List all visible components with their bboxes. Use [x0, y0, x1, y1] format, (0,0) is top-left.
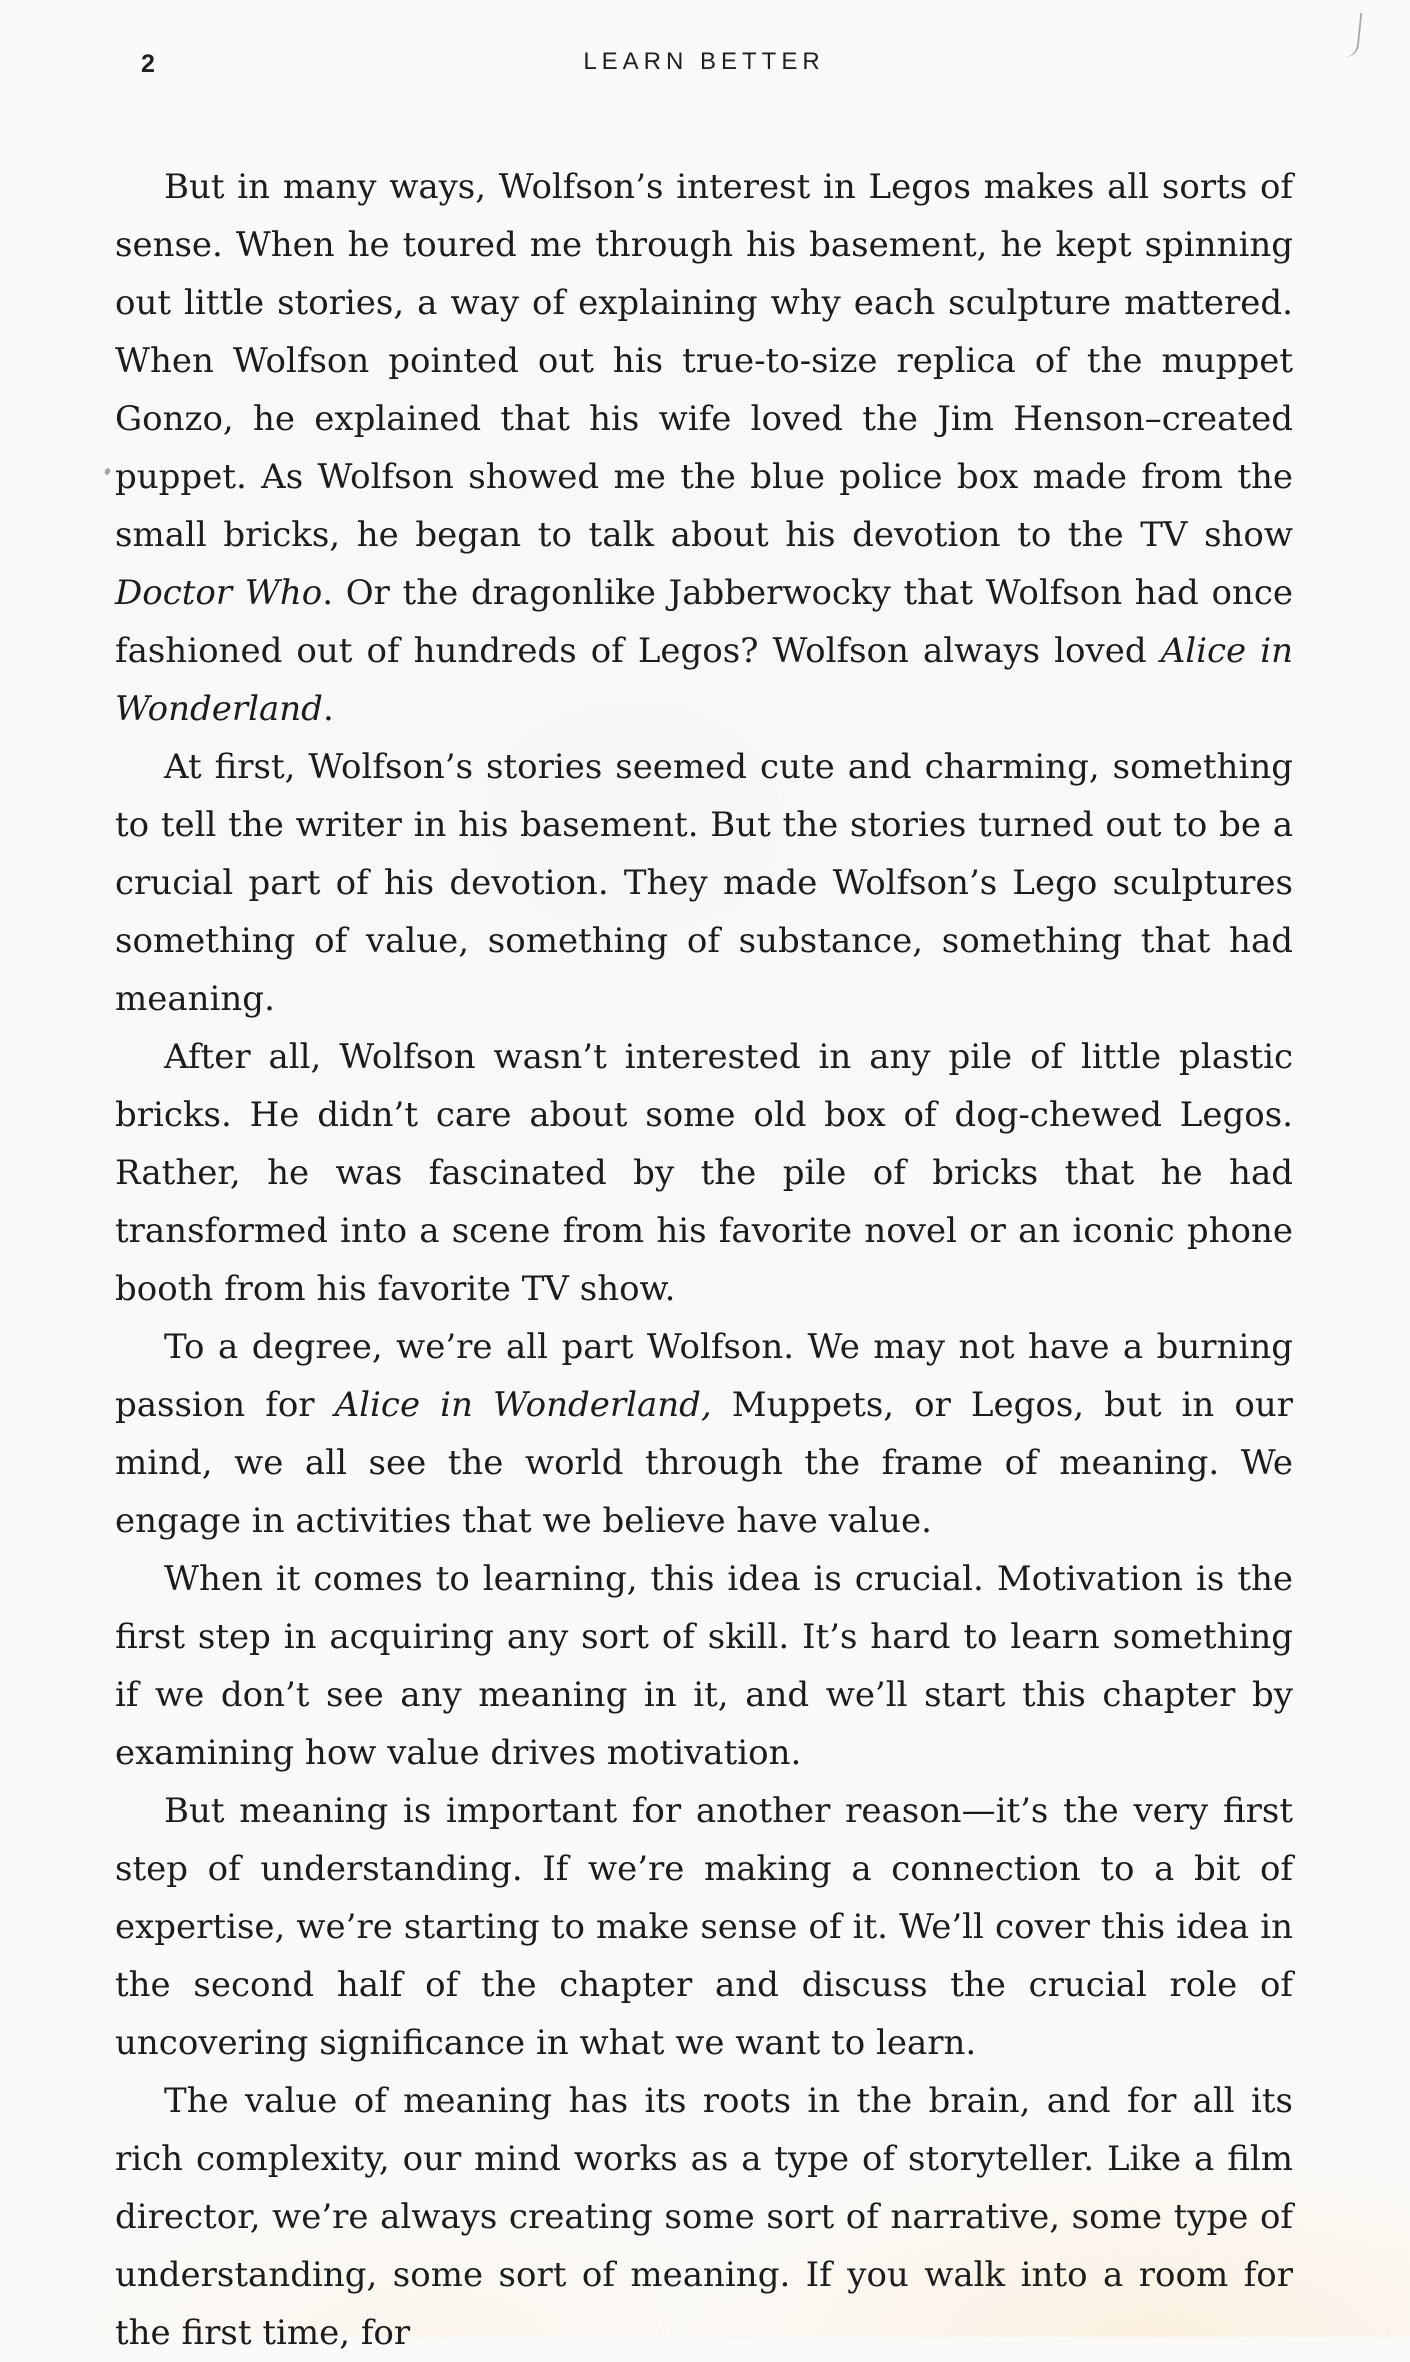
body-run: When it comes to learning, this idea is crucial. Motivation is the first step in acquiring any sort of skill. It’s hard to learn something if we don’t see any meaning in it, and we’ll start this chapter by examining how value drives motivation.: [115, 1559, 1293, 1773]
paragraph: [115, 1550, 1293, 1782]
body-run: But meaning is important for another reason—it’s the very first step of understanding. If we’re making a connection to a bit of expertise, we’re starting to make sense of it. We’ll cover this idea in the second half of the chapter and discuss the crucial role of uncovering significance in what we want to learn.: [115, 1791, 1293, 2063]
body-text: [115, 158, 1293, 2362]
body-run: At first, Wolfson’s stories seemed cute and charming, something to tell the writer in his basement. But the stories turned out to be a crucial part of his devotion. They made Wolfson’s Lego sculptures something of value, something of substance, something that had meaning.: [115, 747, 1293, 1019]
body-run: After all, Wolfson wasn’t interested in any pile of little plastic bricks. He didn’t care about some old box of dog-chewed Legos. Rather, he was fascinated by the pile of bricks that he had transformed into a scene from his favorite novel or an iconic phone booth from his favorite TV show.: [115, 1037, 1293, 1309]
body-run: Muppets, or Legos, but in our mind, we all see the world through the frame of meaning. We engage in activities that we believe have value.: [115, 1385, 1293, 1541]
italic-text: Doctor Who: [115, 573, 323, 613]
paragraph: [115, 1782, 1293, 2072]
paragraph: [115, 2072, 1293, 2362]
paragraph: [115, 1028, 1293, 1318]
body-run: .: [322, 689, 334, 729]
scan-mark-artifact: [1344, 11, 1363, 58]
page-number: 2: [141, 50, 156, 78]
body-run: The value of meaning has its roots in the brain, and for all its rich complexity, our mind works as a type of storyteller. Like a film director, we’re always creating some sort of narrative, some type of understanding, some sort of meaning. If you walk into a room for the first time, for: [115, 2081, 1293, 2353]
paragraph: [115, 1318, 1293, 1550]
body-run: But in many ways, Wolfson’s interest in Legos makes all sorts of sense. When he toured me through his basement, he kept spinning out little stories, a way of explaining why each sculpture mattered. When Wolfson pointed out his true-to-size replica of the muppet Gonzo, he explained that his wife loved the Jim Henson–created puppet. As Wolfson showed me the blue police box made from the small bricks, he began to talk about his devotion to the TV show: [115, 167, 1293, 555]
paragraph: [115, 738, 1293, 1028]
body-run: To a degree, we’re all part Wolfson. We may not have a burning passion for: [115, 1327, 1293, 1425]
page-header: [115, 48, 1293, 82]
scan-speck-artifact: [104, 467, 111, 475]
body-run: . Or the dragonlike Jabberwocky that Wolfson had once fashioned out of hundreds of Legos? Wolfson always loved: [115, 573, 1293, 671]
running-head: LEARN BETTER: [583, 48, 825, 75]
italic-text: Alice in Wonderland,: [334, 1385, 712, 1425]
italic-text: Alice in Wonderland: [115, 631, 1293, 729]
paragraph: [115, 158, 1293, 738]
